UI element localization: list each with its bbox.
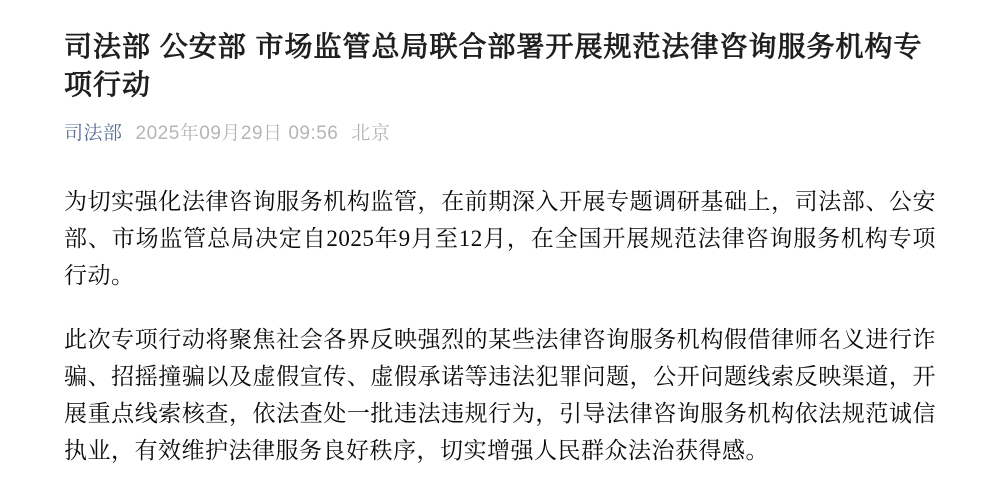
publish-location: 北京 <box>351 123 391 144</box>
article-paragraph-2: 此次专项行动将聚焦社会各界反映强烈的某些法律咨询服务机构假借律师名义进行诈骗、招摇撞骗以及虚假宣传、虚假承诺等违法犯罪问题，公开问题线索反映渠道，开展重点线索核查，依法查处一批违法违规行为，引导法律咨询服务机构依法规范诚信执业，有效维护法律服务良好秩序，切实增强人民群众法治获得感。 <box>64 327 936 463</box>
article-body <box>64 183 936 469</box>
account-link[interactable]: 司法部 <box>64 123 123 144</box>
article-paragraph-1: 为切实强化法律咨询服务机构监管，在前期深入开展专题调研基础上，司法部、公安部、市场监管总局决定自2025年9月至12月，在全国开展规范法律咨询服务机构专项行动。 <box>64 189 936 288</box>
publish-datetime: 2025年09月29日 09:56 <box>135 123 339 144</box>
article-meta <box>64 121 936 147</box>
article-title: 司法部 公安部 市场监管总局联合部署开展规范法律咨询服务机构专项行动 <box>64 31 923 100</box>
